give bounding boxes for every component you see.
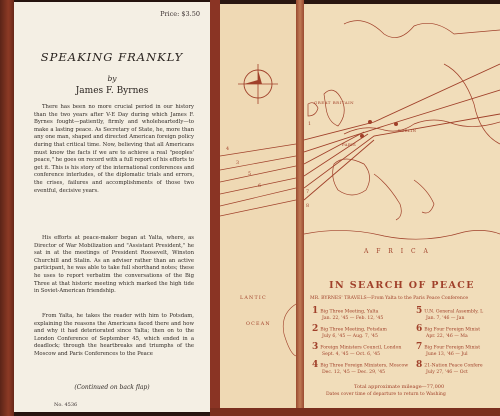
map-endpaper-left <box>220 4 296 408</box>
price-label: Price: $3.50 <box>160 10 200 18</box>
legend-title: Big Three Foreign Ministers, Moscow <box>320 363 409 369</box>
legend-number: 5 <box>416 306 423 316</box>
route-number: 4 <box>226 147 231 152</box>
legend-title: U.N. General Assembly, L <box>424 309 484 315</box>
flap-paragraph-3: From Yalta, he takes the reader with him to Potsdam, explaining the reasons the Americans faced there and how and why it had deteriorated since Yalta; then on to the London Conference of September 45, which ended in a deadlock; through the heartbreaks and triumphs of the Moscow and Paris Conferences to the Peace <box>34 313 194 357</box>
city-marker-icon <box>394 122 398 126</box>
route-number: 8 <box>306 204 311 209</box>
legend-dates: Apr. 22, '46 — Ma <box>426 333 468 339</box>
route-number: 7 <box>306 190 311 195</box>
map-heading: IN SEARCH OF PEACE <box>329 280 475 291</box>
front-flap <box>14 2 210 412</box>
city-label: PARIS <box>342 142 357 147</box>
map-endpaper-right <box>304 4 500 408</box>
total-mileage: Total approximate mileage—77,000 <box>354 384 445 390</box>
legend-dates: June 13, '46 — Jul <box>426 351 468 357</box>
legend-item <box>416 362 483 376</box>
dates-note: Dates cover time of departure to return to Washing <box>326 392 446 397</box>
legend-number: 1 <box>312 306 319 316</box>
legend-number: 2 <box>312 324 319 334</box>
by-line: by <box>107 74 117 83</box>
continent-label: A F R I C A <box>364 248 431 255</box>
left-map-drawing <box>220 4 296 408</box>
city-marker-icon <box>368 120 372 124</box>
legend-item <box>416 308 483 322</box>
legend-item <box>312 362 408 376</box>
jacket-bottom-edge <box>210 408 500 416</box>
legend-number: 8 <box>416 360 423 370</box>
flap-paragraph-1: There has been no more crucial period in our history than the two years after V-E Day during which James F. Byrnes fought—patiently, firmly and wholeheartedly—to make a lasting peace. As Secretary of State, he, more than any one man, shaped and directed American foreign policy during that critical time. Now, believing that all Americans must know the facts if we are to achieve a real "peoples' peace," he goes on record with a full report of his efforts to get it. This is his story of the international conferences and conference interludes, of the diplomatic trials and errors, the crises, failures and accomplishments of those two eventful, decisive years. <box>34 104 194 194</box>
ocean-label: LANTIC <box>240 296 267 301</box>
continued-note: (Continued on back flap) <box>74 384 150 391</box>
legend-dates: Sept. 4, '45 — Oct. 6, '45 <box>322 351 381 357</box>
legend-dates: July 27, '46 — Oct <box>426 369 468 375</box>
legend-dates: Jan. 22, '45 — Feb. 12, '45 <box>322 315 384 321</box>
legend-item <box>416 326 480 340</box>
legend-item <box>416 344 480 358</box>
legend-title: Big Four Foreign Minist <box>424 327 481 333</box>
legend-dates: Dec. 12, '45 — Dec. 29, '45 <box>322 369 386 375</box>
legend-number: 3 <box>312 342 319 352</box>
route-number: 3 <box>236 161 241 166</box>
legend-number: 6 <box>416 324 423 334</box>
legend-title: Big Three Meeting, Potsdam <box>320 327 387 333</box>
legend-title: Foreign Ministers Council, London <box>320 345 402 351</box>
author-name: James F. Byrnes <box>75 86 149 96</box>
jacket-edge <box>210 0 220 416</box>
route-number: 5 <box>248 172 253 177</box>
legend-item <box>312 308 383 322</box>
city-label: BERLIN <box>398 128 417 133</box>
legend-item <box>312 326 387 340</box>
country-label: GREAT BRITAIN <box>314 100 355 105</box>
legend-dates: Jan. 7, '46 — Jan <box>426 315 465 321</box>
legend-number: 4 <box>312 360 319 370</box>
route-number: 6 <box>258 184 263 189</box>
catalog-code: No. 4536 <box>54 402 78 408</box>
legend-dates: July 6, '45 — Aug. 7, '45 <box>322 333 378 339</box>
book-spine <box>0 0 14 416</box>
city-marker-icon <box>360 134 364 138</box>
legend-title: Big Three Meeting, Yalta <box>320 309 379 315</box>
legend-title: 21-Nation Peace Confere <box>424 363 483 369</box>
book-gutter <box>296 0 304 416</box>
legend-title: Big Four Foreign Minist <box>424 345 481 351</box>
book-title: SPEAKING FRANKLY <box>40 50 184 64</box>
route-number: 1 <box>308 122 313 127</box>
ocean-label: OCEAN <box>246 322 271 327</box>
map-subheading: MR. BYRNES' TRAVELS—From Yalta to the Paris Peace Conference <box>310 296 469 301</box>
legend-number: 7 <box>416 342 423 352</box>
flap-paragraph-2: His efforts at peace-maker began at Yalta, where, as Director of War Mobilization and "Assistant President," he sat in at the meetings of President Roosevelt, Winston Churchill and Stalin. As an adviser rather than an active participant, he was able to take full shorthand notes; these he uses to report verbatim the conversations of the Big Three at that historic meeting which marked the high tide in Soviet-American friendship. <box>34 235 194 295</box>
legend-item <box>312 344 401 358</box>
